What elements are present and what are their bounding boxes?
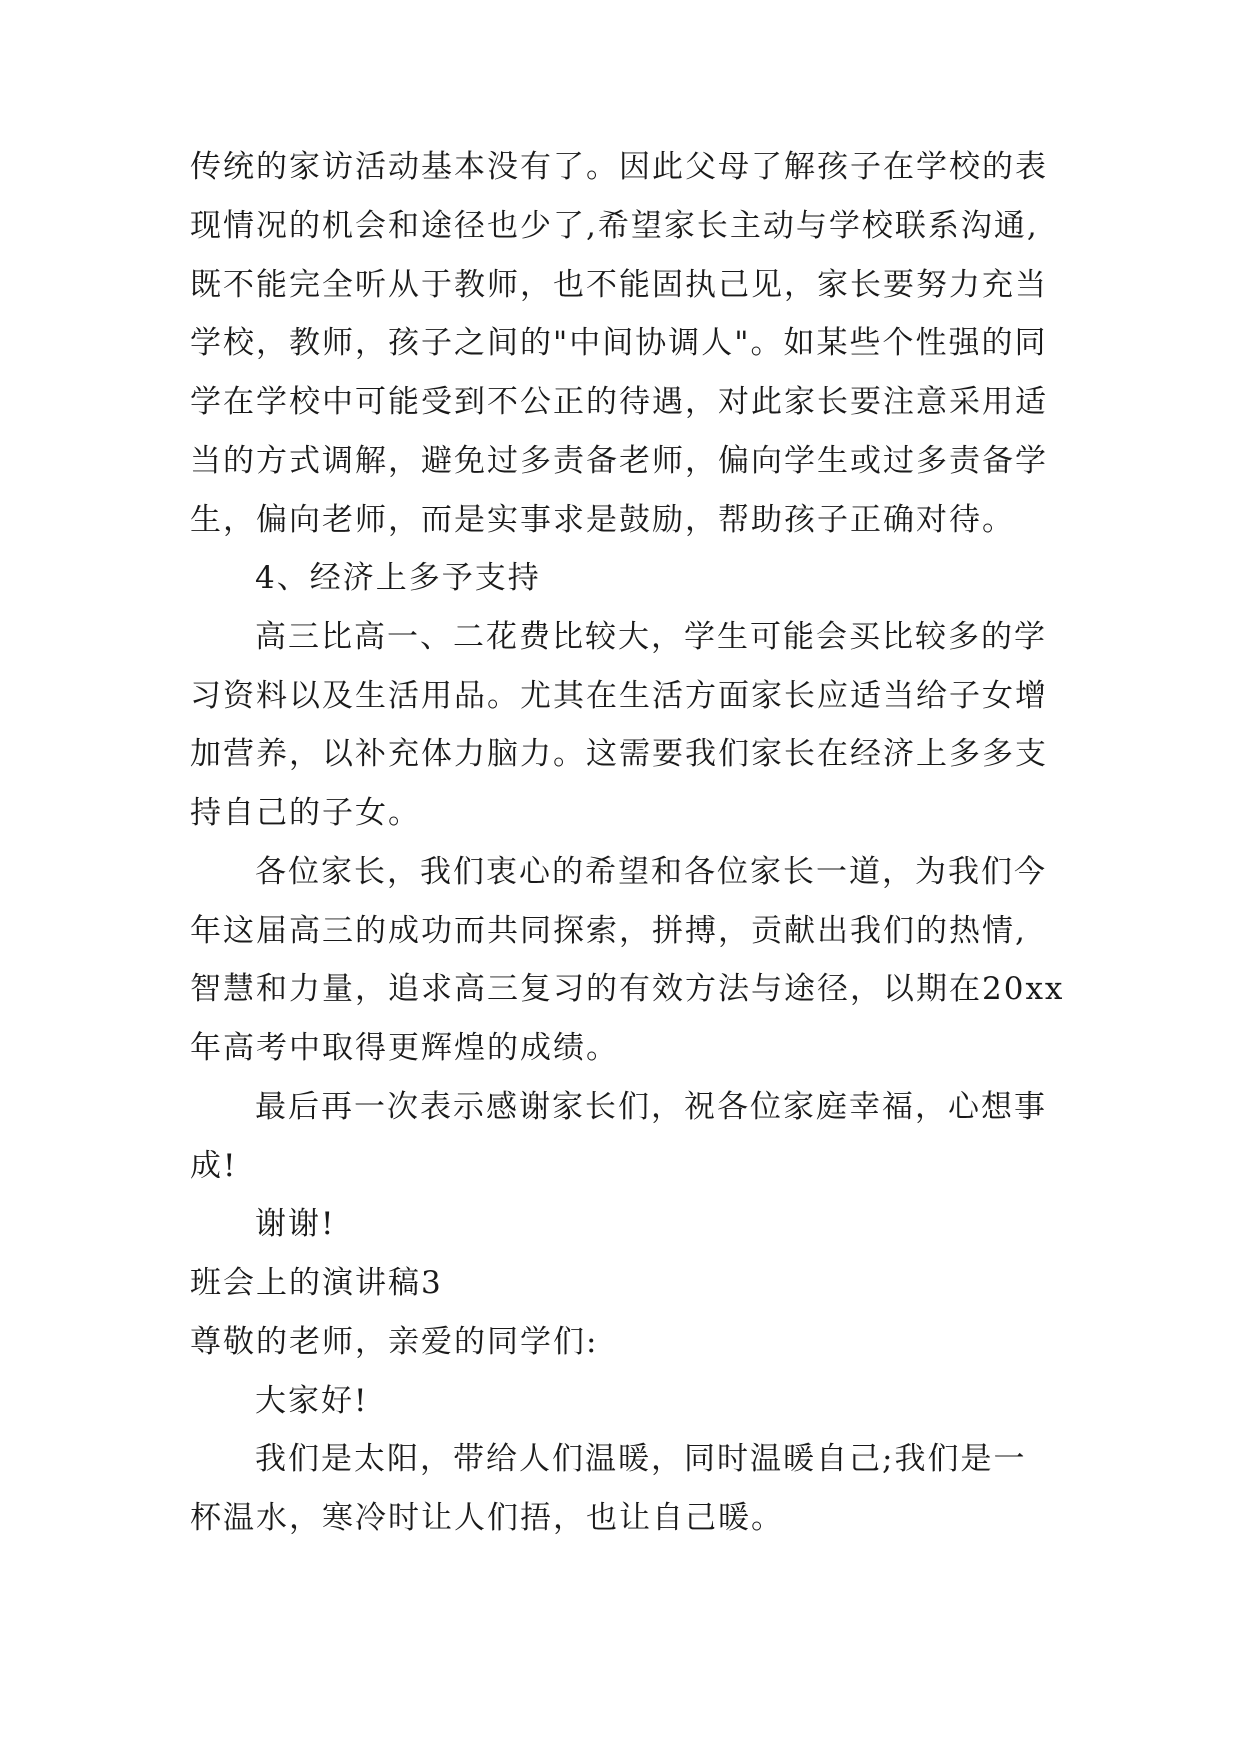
paragraph-line: 成! xyxy=(190,1148,238,1184)
paragraph-line: 现情况的机会和途径也少了,希望家长主动与学校联系沟通, xyxy=(190,208,1039,244)
paragraph-line: 学校，教师，孩子之间的"中间协调人"。如某些个性强的同 xyxy=(190,325,1048,361)
paragraph-line: 加营养，以补充体力脑力。这需要我们家长在经济上多多支 xyxy=(190,736,1048,772)
paragraph-line: 最后再一次表示感谢家长们，祝各位家庭幸福，心想事 xyxy=(255,1089,1047,1125)
paragraph-line: 习资料以及生活用品。尤其在生活方面家长应适当给子女增 xyxy=(190,678,1048,714)
paragraph-line: 智慧和力量，追求高三复习的有效方法与途径，以期在20xx xyxy=(190,971,1065,1007)
document-title: 班会上的演讲稿3 xyxy=(190,1265,443,1301)
paragraph-line: 杯温水，寒冷时让人们捂，也让自己暖。 xyxy=(190,1500,784,1536)
section-heading: 4、经济上多予支持 xyxy=(255,560,541,596)
paragraph-line: 年这届高三的成功而共同探索，拼搏，贡献出我们的热情, xyxy=(190,913,1027,949)
paragraph-line: 学在学校中可能受到不公正的待遇，对此家长要注意采用适 xyxy=(190,384,1048,420)
paragraph-line: 既不能完全听从于教师，也不能固执己见，家长要努力充当 xyxy=(190,267,1048,303)
paragraph-line: 我们是太阳，带给人们温暖，同时温暖自己;我们是一 xyxy=(255,1441,1027,1477)
paragraph-line: 高三比高一、二花费比较大，学生可能会买比较多的学 xyxy=(255,619,1047,655)
paragraph-line: 当的方式调解，避免过多责备老师，偏向学生或过多责备学 xyxy=(190,443,1048,479)
paragraph-line: 各位家长，我们衷心的希望和各位家长一道，为我们今 xyxy=(255,854,1047,890)
paragraph-line: 谢谢! xyxy=(255,1206,336,1242)
paragraph-line: 年高考中取得更辉煌的成绩。 xyxy=(190,1030,619,1066)
paragraph-line: 生，偏向老师，而是实事求是鼓励，帮助孩子正确对待。 xyxy=(190,502,1015,538)
paragraph-line: 持自己的子女。 xyxy=(190,795,421,831)
salutation: 尊敬的老师，亲爱的同学们: xyxy=(190,1324,599,1360)
greeting: 大家好! xyxy=(255,1383,369,1419)
paragraph-line: 传统的家访活动基本没有了。因此父母了解孩子在学校的表 xyxy=(190,149,1048,185)
